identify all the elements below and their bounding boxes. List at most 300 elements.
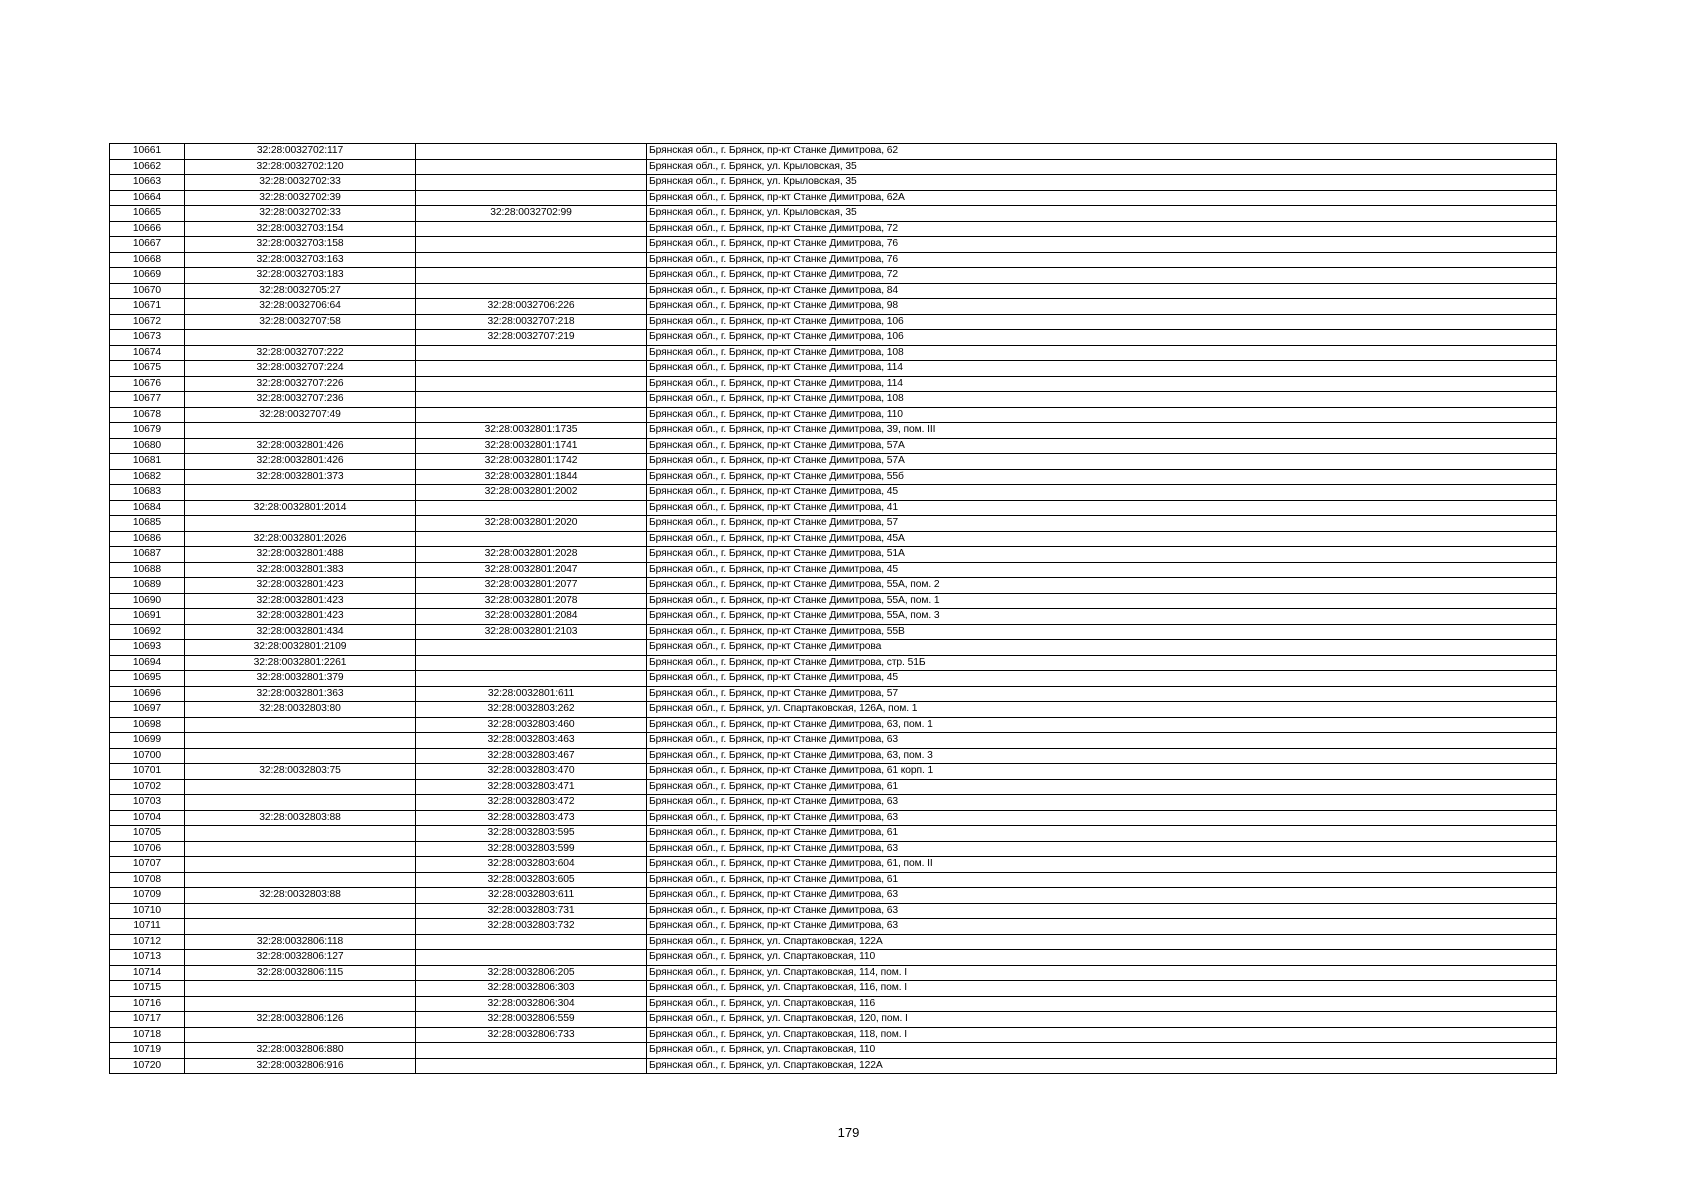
address-cell: Брянская обл., г. Брянск, пр-кт Станке Димитрова, 63, пом. 1 (647, 717, 1557, 733)
row-number-cell: 10704 (110, 810, 185, 826)
object-cadastral-number-cell: 32:28:0032803:463 (416, 733, 647, 749)
row-number-cell: 10697 (110, 702, 185, 718)
cadastral-number-cell: 32:28:0032801:426 (185, 454, 416, 470)
object-cadastral-number-cell (416, 640, 647, 656)
object-cadastral-number-cell: 32:28:0032803:470 (416, 764, 647, 780)
table-row (110, 764, 1557, 780)
row-number-cell: 10662 (110, 159, 185, 175)
table-row (110, 717, 1557, 733)
cadastral-number-cell: 32:28:0032801:423 (185, 578, 416, 594)
object-cadastral-number-cell (416, 407, 647, 423)
table-row (110, 190, 1557, 206)
cadastral-number-cell (185, 903, 416, 919)
row-number-cell: 10713 (110, 950, 185, 966)
address-cell: Брянская обл., г. Брянск, пр-кт Станке Димитрова, 76 (647, 237, 1557, 253)
cadastral-table (109, 143, 1557, 1074)
row-number-cell: 10684 (110, 500, 185, 516)
row-number-cell: 10676 (110, 376, 185, 392)
object-cadastral-number-cell: 32:28:0032803:605 (416, 872, 647, 888)
cadastral-number-cell (185, 717, 416, 733)
cadastral-number-cell: 32:28:0032803:80 (185, 702, 416, 718)
address-cell: Брянская обл., г. Брянск, пр-кт Станке Димитрова, 84 (647, 283, 1557, 299)
row-number-cell: 10667 (110, 237, 185, 253)
object-cadastral-number-cell: 32:28:0032803:599 (416, 841, 647, 857)
cadastral-number-cell: 32:28:0032702:117 (185, 144, 416, 160)
table-row (110, 252, 1557, 268)
address-cell: Брянская обл., г. Брянск, ул. Спартаковская, 110 (647, 950, 1557, 966)
object-cadastral-number-cell (416, 934, 647, 950)
table-row (110, 686, 1557, 702)
cadastral-number-cell: 32:28:0032801:2026 (185, 531, 416, 547)
object-cadastral-number-cell: 32:28:0032803:732 (416, 919, 647, 935)
address-cell: Брянская обл., г. Брянск, пр-кт Станке Димитрова, 61 (647, 872, 1557, 888)
object-cadastral-number-cell (416, 237, 647, 253)
cadastral-number-cell (185, 857, 416, 873)
cadastral-number-cell (185, 516, 416, 532)
cadastral-number-cell: 32:28:0032806:115 (185, 965, 416, 981)
row-number-cell: 10702 (110, 779, 185, 795)
cadastral-number-cell: 32:28:0032702:33 (185, 175, 416, 191)
object-cadastral-number-cell: 32:28:0032806:304 (416, 996, 647, 1012)
cadastral-number-cell (185, 779, 416, 795)
address-cell: Брянская обл., г. Брянск, пр-кт Станке Димитрова, 72 (647, 268, 1557, 284)
cadastral-number-cell: 32:28:0032803:88 (185, 810, 416, 826)
table-row (110, 144, 1557, 160)
table-row (110, 361, 1557, 377)
cadastral-number-cell (185, 748, 416, 764)
row-number-cell: 10698 (110, 717, 185, 733)
address-cell: Брянская обл., г. Брянск, пр-кт Станке Димитрова, 61 корп. 1 (647, 764, 1557, 780)
address-cell: Брянская обл., г. Брянск, пр-кт Станке Димитрова, 63 (647, 733, 1557, 749)
row-number-cell: 10677 (110, 392, 185, 408)
table-row (110, 454, 1557, 470)
object-cadastral-number-cell (416, 950, 647, 966)
cadastral-number-cell: 32:28:0032801:379 (185, 671, 416, 687)
address-cell: Брянская обл., г. Брянск, пр-кт Станке Димитрова, 98 (647, 299, 1557, 315)
row-number-cell: 10694 (110, 655, 185, 671)
row-number-cell: 10686 (110, 531, 185, 547)
cadastral-number-cell: 32:28:0032803:88 (185, 888, 416, 904)
table-row (110, 996, 1557, 1012)
cadastral-number-cell (185, 996, 416, 1012)
address-cell: Брянская обл., г. Брянск, пр-кт Станке Димитрова (647, 640, 1557, 656)
table-row (110, 919, 1557, 935)
table-row (110, 1012, 1557, 1028)
cadastral-number-cell: 32:28:0032801:434 (185, 624, 416, 640)
object-cadastral-number-cell (416, 175, 647, 191)
table-row (110, 516, 1557, 532)
table-row (110, 593, 1557, 609)
table-row (110, 655, 1557, 671)
table-row (110, 206, 1557, 222)
table-row (110, 826, 1557, 842)
address-cell: Брянская обл., г. Брянск, пр-кт Станке Димитрова, 63 (647, 810, 1557, 826)
table-row (110, 702, 1557, 718)
cadastral-number-cell: 32:28:0032707:226 (185, 376, 416, 392)
address-cell: Брянская обл., г. Брянск, пр-кт Станке Димитрова, 55б (647, 469, 1557, 485)
table-row (110, 965, 1557, 981)
table-row (110, 221, 1557, 237)
address-cell: Брянская обл., г. Брянск, пр-кт Станке Димитрова, 63 (647, 903, 1557, 919)
table-row (110, 748, 1557, 764)
address-cell: Брянская обл., г. Брянск, пр-кт Станке Димитрова, 114 (647, 376, 1557, 392)
cadastral-number-cell: 32:28:0032806:916 (185, 1058, 416, 1074)
address-cell: Брянская обл., г. Брянск, пр-кт Станке Димитрова, 57А (647, 438, 1557, 454)
row-number-cell: 10681 (110, 454, 185, 470)
object-cadastral-number-cell: 32:28:0032801:2103 (416, 624, 647, 640)
row-number-cell: 10689 (110, 578, 185, 594)
address-cell: Брянская обл., г. Брянск, ул. Спартаковская, 114, пом. I (647, 965, 1557, 981)
address-cell: Брянская обл., г. Брянск, ул. Спартаковская, 120, пом. I (647, 1012, 1557, 1028)
address-cell: Брянская обл., г. Брянск, ул. Спартаковская, 110 (647, 1043, 1557, 1059)
row-number-cell: 10705 (110, 826, 185, 842)
row-number-cell: 10695 (110, 671, 185, 687)
cadastral-number-cell: 32:28:0032706:64 (185, 299, 416, 315)
table-row (110, 888, 1557, 904)
cadastral-number-cell: 32:28:0032703:163 (185, 252, 416, 268)
cadastral-number-cell: 32:28:0032703:154 (185, 221, 416, 237)
table-row (110, 314, 1557, 330)
object-cadastral-number-cell: 32:28:0032801:1735 (416, 423, 647, 439)
address-cell: Брянская обл., г. Брянск, пр-кт Станке Димитрова, 108 (647, 345, 1557, 361)
cadastral-number-cell: 32:28:0032801:426 (185, 438, 416, 454)
row-number-cell: 10671 (110, 299, 185, 315)
object-cadastral-number-cell (416, 268, 647, 284)
table-row (110, 857, 1557, 873)
address-cell: Брянская обл., г. Брянск, пр-кт Станке Димитрова, 39, пом. III (647, 423, 1557, 439)
row-number-cell: 10690 (110, 593, 185, 609)
cadastral-number-cell: 32:28:0032702:39 (185, 190, 416, 206)
row-number-cell: 10666 (110, 221, 185, 237)
object-cadastral-number-cell: 32:28:0032803:460 (416, 717, 647, 733)
object-cadastral-number-cell: 32:28:0032803:731 (416, 903, 647, 919)
cadastral-number-cell: 32:28:0032801:488 (185, 547, 416, 563)
row-number-cell: 10696 (110, 686, 185, 702)
address-cell: Брянская обл., г. Брянск, ул. Крыловская, 35 (647, 206, 1557, 222)
row-number-cell: 10672 (110, 314, 185, 330)
row-number-cell: 10693 (110, 640, 185, 656)
row-number-cell: 10691 (110, 609, 185, 625)
address-cell: Брянская обл., г. Брянск, пр-кт Станке Димитрова, 106 (647, 314, 1557, 330)
address-cell: Брянская обл., г. Брянск, пр-кт Станке Димитрова, 45 (647, 671, 1557, 687)
object-cadastral-number-cell (416, 144, 647, 160)
table-row (110, 500, 1557, 516)
object-cadastral-number-cell: 32:28:0032801:2078 (416, 593, 647, 609)
row-number-cell: 10719 (110, 1043, 185, 1059)
row-number-cell: 10683 (110, 485, 185, 501)
cadastral-number-cell: 32:28:0032801:383 (185, 562, 416, 578)
address-cell: Брянская обл., г. Брянск, ул. Спартаковская, 116, пом. I (647, 981, 1557, 997)
object-cadastral-number-cell: 32:28:0032803:472 (416, 795, 647, 811)
cadastral-number-cell: 32:28:0032801:2261 (185, 655, 416, 671)
row-number-cell: 10711 (110, 919, 185, 935)
table-row (110, 624, 1557, 640)
object-cadastral-number-cell: 32:28:0032801:2028 (416, 547, 647, 563)
row-number-cell: 10668 (110, 252, 185, 268)
address-cell: Брянская обл., г. Брянск, пр-кт Станке Димитрова, 63, пом. 3 (647, 748, 1557, 764)
cadastral-number-cell: 32:28:0032801:373 (185, 469, 416, 485)
table-row (110, 733, 1557, 749)
row-number-cell: 10663 (110, 175, 185, 191)
row-number-cell: 10703 (110, 795, 185, 811)
cadastral-number-cell: 32:28:0032806:127 (185, 950, 416, 966)
address-cell: Брянская обл., г. Брянск, пр-кт Станке Димитрова, 45 (647, 562, 1557, 578)
address-cell: Брянская обл., г. Брянск, ул. Спартаковская, 122А (647, 934, 1557, 950)
address-cell: Брянская обл., г. Брянск, пр-кт Станке Димитрова, 55А, пом. 2 (647, 578, 1557, 594)
address-cell: Брянская обл., г. Брянск, ул. Спартаковская, 116 (647, 996, 1557, 1012)
cadastral-number-cell: 32:28:0032801:363 (185, 686, 416, 702)
row-number-cell: 10718 (110, 1027, 185, 1043)
address-cell: Брянская обл., г. Брянск, пр-кт Станке Димитрова, 63 (647, 795, 1557, 811)
row-number-cell: 10692 (110, 624, 185, 640)
cadastral-number-cell: 32:28:0032702:33 (185, 206, 416, 222)
table-row (110, 981, 1557, 997)
table-row (110, 547, 1557, 563)
address-cell: Брянская обл., г. Брянск, пр-кт Станке Димитрова, 62А (647, 190, 1557, 206)
cadastral-number-cell: 32:28:0032703:183 (185, 268, 416, 284)
address-cell: Брянская обл., г. Брянск, пр-кт Станке Димитрова, 63 (647, 919, 1557, 935)
address-cell: Брянская обл., г. Брянск, пр-кт Станке Димитрова, 41 (647, 500, 1557, 516)
table-row (110, 299, 1557, 315)
cadastral-number-cell (185, 981, 416, 997)
object-cadastral-number-cell: 32:28:0032801:2020 (416, 516, 647, 532)
table-row (110, 438, 1557, 454)
object-cadastral-number-cell: 32:28:0032801:1844 (416, 469, 647, 485)
row-number-cell: 10699 (110, 733, 185, 749)
row-number-cell: 10700 (110, 748, 185, 764)
object-cadastral-number-cell: 32:28:0032806:303 (416, 981, 647, 997)
address-cell: Брянская обл., г. Брянск, ул. Спартаковская, 118, пом. I (647, 1027, 1557, 1043)
object-cadastral-number-cell: 32:28:0032801:1742 (416, 454, 647, 470)
row-number-cell: 10708 (110, 872, 185, 888)
address-cell: Брянская обл., г. Брянск, пр-кт Станке Димитрова, 45А (647, 531, 1557, 547)
row-number-cell: 10701 (110, 764, 185, 780)
table-row (110, 330, 1557, 346)
object-cadastral-number-cell (416, 345, 647, 361)
address-cell: Брянская обл., г. Брянск, пр-кт Станке Димитрова, 114 (647, 361, 1557, 377)
object-cadastral-number-cell: 32:28:0032707:218 (416, 314, 647, 330)
row-number-cell: 10707 (110, 857, 185, 873)
table-row (110, 934, 1557, 950)
object-cadastral-number-cell: 32:28:0032803:604 (416, 857, 647, 873)
object-cadastral-number-cell: 32:28:0032801:611 (416, 686, 647, 702)
object-cadastral-number-cell (416, 221, 647, 237)
table-row (110, 469, 1557, 485)
cadastral-number-cell (185, 330, 416, 346)
cadastral-number-cell: 32:28:0032707:224 (185, 361, 416, 377)
address-cell: Брянская обл., г. Брянск, ул. Спартаковская, 122А (647, 1058, 1557, 1074)
row-number-cell: 10714 (110, 965, 185, 981)
row-number-cell: 10706 (110, 841, 185, 857)
address-cell: Брянская обл., г. Брянск, пр-кт Станке Димитрова, 57 (647, 686, 1557, 702)
address-cell: Брянская обл., г. Брянск, пр-кт Станке Димитрова, стр. 51Б (647, 655, 1557, 671)
object-cadastral-number-cell: 32:28:0032801:1741 (416, 438, 647, 454)
cadastral-number-cell (185, 872, 416, 888)
object-cadastral-number-cell: 32:28:0032801:2002 (416, 485, 647, 501)
table-row (110, 485, 1557, 501)
object-cadastral-number-cell: 32:28:0032803:473 (416, 810, 647, 826)
address-cell: Брянская обл., г. Брянск, ул. Крыловская, 35 (647, 175, 1557, 191)
row-number-cell: 10665 (110, 206, 185, 222)
address-cell: Брянская обл., г. Брянск, пр-кт Станке Димитрова, 63 (647, 841, 1557, 857)
object-cadastral-number-cell (416, 1043, 647, 1059)
row-number-cell: 10712 (110, 934, 185, 950)
table-row (110, 562, 1557, 578)
object-cadastral-number-cell (416, 1058, 647, 1074)
address-cell: Брянская обл., г. Брянск, пр-кт Станке Димитрова, 61 (647, 779, 1557, 795)
row-number-cell: 10687 (110, 547, 185, 563)
table-row (110, 423, 1557, 439)
cadastral-number-cell: 32:28:0032801:423 (185, 609, 416, 625)
table-row (110, 609, 1557, 625)
cadastral-number-cell: 32:28:0032806:118 (185, 934, 416, 950)
row-number-cell: 10682 (110, 469, 185, 485)
object-cadastral-number-cell (416, 376, 647, 392)
cadastral-number-cell: 32:28:0032705:27 (185, 283, 416, 299)
object-cadastral-number-cell: 32:28:0032707:219 (416, 330, 647, 346)
table-body (110, 144, 1557, 1074)
row-number-cell: 10720 (110, 1058, 185, 1074)
table-row (110, 640, 1557, 656)
row-number-cell: 10715 (110, 981, 185, 997)
address-cell: Брянская обл., г. Брянск, пр-кт Станке Димитрова, 63 (647, 888, 1557, 904)
row-number-cell: 10661 (110, 144, 185, 160)
address-cell: Брянская обл., г. Брянск, пр-кт Станке Димитрова, 110 (647, 407, 1557, 423)
table-row (110, 1043, 1557, 1059)
cadastral-number-cell: 32:28:0032801:2014 (185, 500, 416, 516)
table-row (110, 779, 1557, 795)
page-number: 179 (837, 1125, 860, 1140)
address-cell: Брянская обл., г. Брянск, пр-кт Станке Димитрова, 45 (647, 485, 1557, 501)
cadastral-number-cell: 32:28:0032707:236 (185, 392, 416, 408)
cadastral-number-cell: 32:28:0032707:49 (185, 407, 416, 423)
row-number-cell: 10717 (110, 1012, 185, 1028)
table-row (110, 841, 1557, 857)
object-cadastral-number-cell: 32:28:0032806:733 (416, 1027, 647, 1043)
cadastral-number-cell (185, 733, 416, 749)
object-cadastral-number-cell (416, 392, 647, 408)
table-row (110, 392, 1557, 408)
cadastral-number-cell (185, 423, 416, 439)
object-cadastral-number-cell: 32:28:0032803:471 (416, 779, 647, 795)
row-number-cell: 10675 (110, 361, 185, 377)
table-row (110, 671, 1557, 687)
row-number-cell: 10673 (110, 330, 185, 346)
table-row (110, 345, 1557, 361)
object-cadastral-number-cell (416, 252, 647, 268)
object-cadastral-number-cell (416, 190, 647, 206)
cadastral-number-cell (185, 919, 416, 935)
cadastral-number-cell (185, 485, 416, 501)
table-row (110, 872, 1557, 888)
table-row (110, 407, 1557, 423)
address-cell: Брянская обл., г. Брянск, пр-кт Станке Димитрова, 61 (647, 826, 1557, 842)
row-number-cell: 10710 (110, 903, 185, 919)
cadastral-number-cell (185, 1027, 416, 1043)
cadastral-number-cell: 32:28:0032801:423 (185, 593, 416, 609)
object-cadastral-number-cell: 32:28:0032702:99 (416, 206, 647, 222)
object-cadastral-number-cell: 32:28:0032803:595 (416, 826, 647, 842)
row-number-cell: 10678 (110, 407, 185, 423)
address-cell: Брянская обл., г. Брянск, пр-кт Станке Димитрова, 51А (647, 547, 1557, 563)
row-number-cell: 10674 (110, 345, 185, 361)
row-number-cell: 10680 (110, 438, 185, 454)
object-cadastral-number-cell: 32:28:0032801:2084 (416, 609, 647, 625)
table-row (110, 283, 1557, 299)
object-cadastral-number-cell: 32:28:0032806:559 (416, 1012, 647, 1028)
object-cadastral-number-cell (416, 531, 647, 547)
object-cadastral-number-cell: 32:28:0032803:611 (416, 888, 647, 904)
table-row (110, 175, 1557, 191)
table-row (110, 237, 1557, 253)
table-row (110, 903, 1557, 919)
address-cell: Брянская обл., г. Брянск, ул. Спартаковская, 126А, пом. 1 (647, 702, 1557, 718)
object-cadastral-number-cell: 32:28:0032801:2047 (416, 562, 647, 578)
object-cadastral-number-cell: 32:28:0032806:205 (416, 965, 647, 981)
cadastral-number-cell: 32:28:0032707:222 (185, 345, 416, 361)
table-row (110, 810, 1557, 826)
object-cadastral-number-cell (416, 500, 647, 516)
address-cell: Брянская обл., г. Брянск, пр-кт Станке Димитрова, 55А, пом. 1 (647, 593, 1557, 609)
cadastral-number-cell: 32:28:0032806:880 (185, 1043, 416, 1059)
address-cell: Брянская обл., г. Брянск, пр-кт Станке Димитрова, 108 (647, 392, 1557, 408)
address-cell: Брянская обл., г. Брянск, пр-кт Станке Димитрова, 62 (647, 144, 1557, 160)
object-cadastral-number-cell (416, 655, 647, 671)
row-number-cell: 10679 (110, 423, 185, 439)
address-cell: Брянская обл., г. Брянск, ул. Крыловская, 35 (647, 159, 1557, 175)
object-cadastral-number-cell (416, 671, 647, 687)
address-cell: Брянская обл., г. Брянск, пр-кт Станке Димитрова, 57А (647, 454, 1557, 470)
cadastral-number-cell (185, 795, 416, 811)
table-row (110, 268, 1557, 284)
cadastral-number-cell: 32:28:0032703:158 (185, 237, 416, 253)
cadastral-number-cell: 32:28:0032801:2109 (185, 640, 416, 656)
object-cadastral-number-cell (416, 283, 647, 299)
table-row (110, 531, 1557, 547)
row-number-cell: 10716 (110, 996, 185, 1012)
row-number-cell: 10664 (110, 190, 185, 206)
object-cadastral-number-cell: 32:28:0032706:226 (416, 299, 647, 315)
row-number-cell: 10709 (110, 888, 185, 904)
address-cell: Брянская обл., г. Брянск, пр-кт Станке Димитрова, 76 (647, 252, 1557, 268)
cadastral-number-cell: 32:28:0032707:58 (185, 314, 416, 330)
object-cadastral-number-cell: 32:28:0032803:467 (416, 748, 647, 764)
address-cell: Брянская обл., г. Брянск, пр-кт Станке Димитрова, 57 (647, 516, 1557, 532)
row-number-cell: 10688 (110, 562, 185, 578)
cadastral-number-cell: 32:28:0032806:126 (185, 1012, 416, 1028)
address-cell: Брянская обл., г. Брянск, пр-кт Станке Димитрова, 55А, пом. 3 (647, 609, 1557, 625)
table-row (110, 159, 1557, 175)
object-cadastral-number-cell (416, 159, 647, 175)
address-cell: Брянская обл., г. Брянск, пр-кт Станке Димитрова, 55В (647, 624, 1557, 640)
table-row (110, 578, 1557, 594)
table-row (110, 1027, 1557, 1043)
address-cell: Брянская обл., г. Брянск, пр-кт Станке Димитрова, 106 (647, 330, 1557, 346)
row-number-cell: 10670 (110, 283, 185, 299)
address-cell: Брянская обл., г. Брянск, пр-кт Станке Димитрова, 61, пом. II (647, 857, 1557, 873)
address-cell: Брянская обл., г. Брянск, пр-кт Станке Димитрова, 72 (647, 221, 1557, 237)
table-row (110, 950, 1557, 966)
object-cadastral-number-cell: 32:28:0032803:262 (416, 702, 647, 718)
object-cadastral-number-cell (416, 361, 647, 377)
row-number-cell: 10685 (110, 516, 185, 532)
cadastral-number-cell (185, 841, 416, 857)
table-row (110, 1058, 1557, 1074)
cadastral-number-cell (185, 826, 416, 842)
table-row (110, 376, 1557, 392)
cadastral-number-cell: 32:28:0032702:120 (185, 159, 416, 175)
table-row (110, 795, 1557, 811)
